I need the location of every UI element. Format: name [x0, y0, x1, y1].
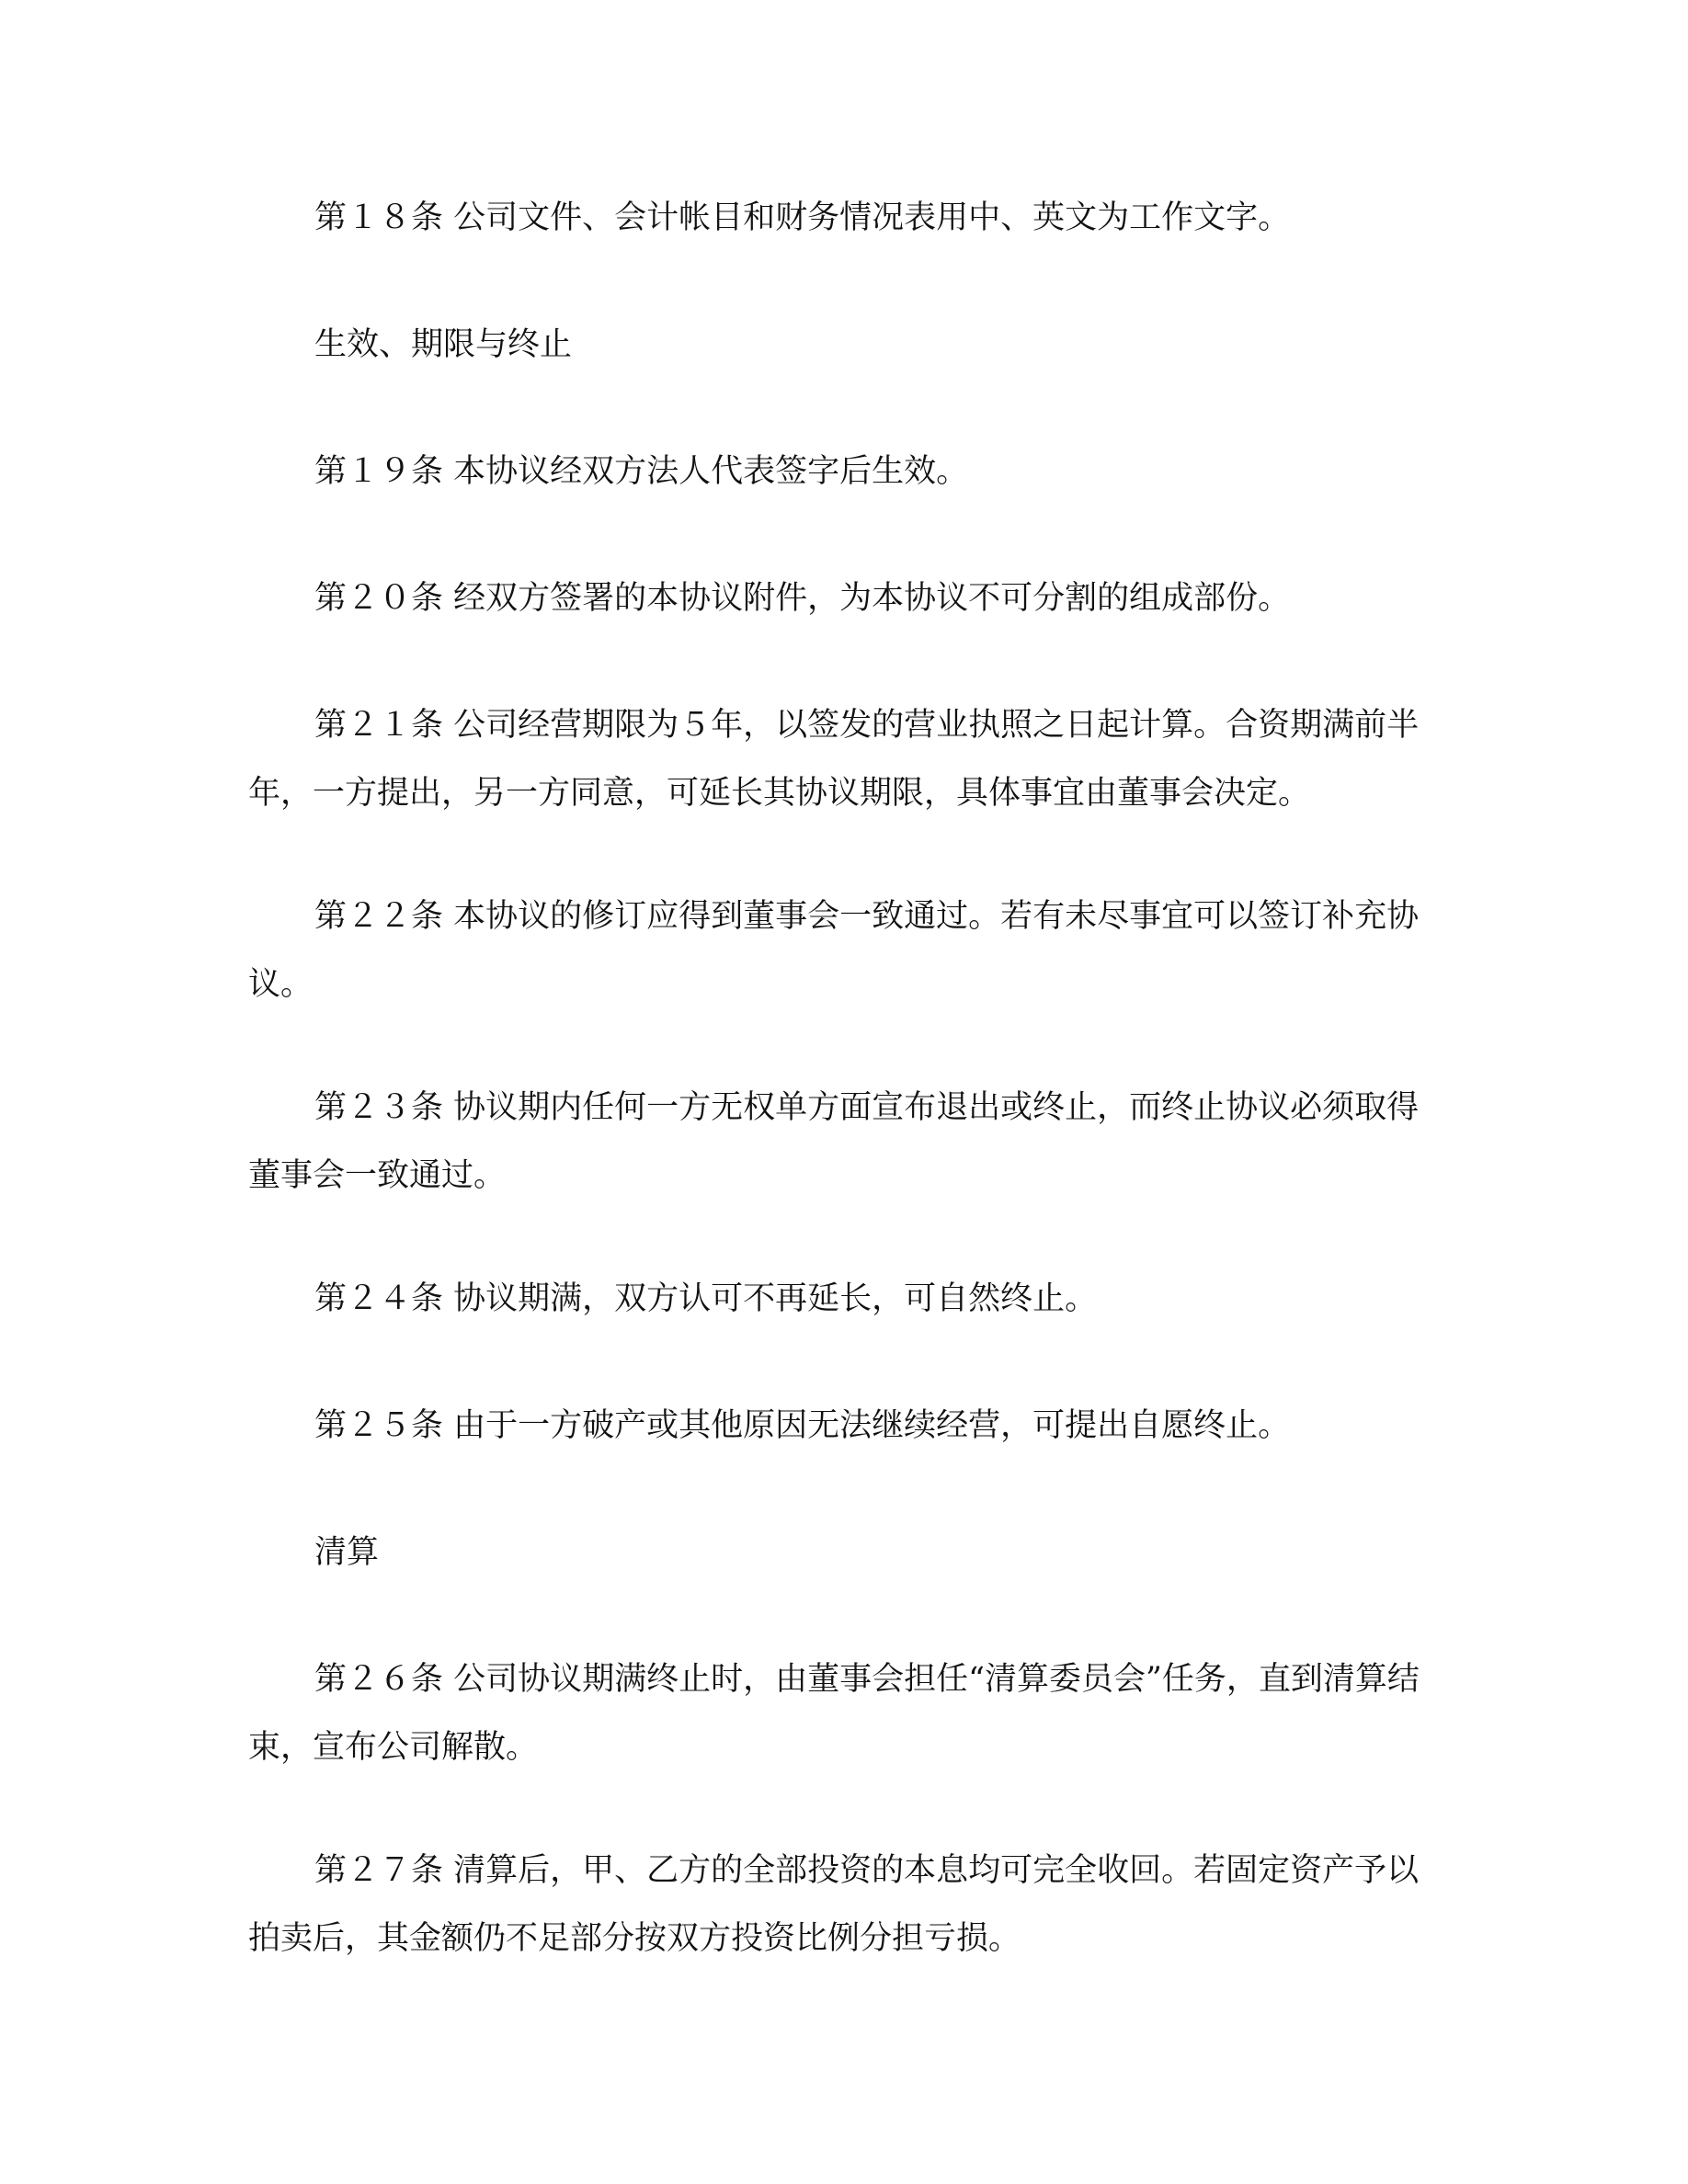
section-heading-effect-term-termination: 生效、期限与终止 [314, 326, 573, 363]
article-27: 第２７条 清算后，甲、乙方的全部投资的本息均可完全收回。若固定资产予以拍卖后，其金额仍不足部分按双方投资比例分担亏损。 [248, 1852, 1420, 1957]
article-26: 第２６条 公司协议期满终止时，由董事会担任“清算委员会”任务，直到清算结束，宣布公司解散。 [248, 1661, 1420, 1766]
article-23: 第２３条 协议期内任何一方无权单方面宣布退出或终止，而终止协议必须取得董事会一致通过。 [248, 1089, 1420, 1194]
article-19: 第１９条 本协议经双方法人代表签字后生效。 [314, 453, 969, 490]
article-18: 第１８条 公司文件、会计帐目和财务情况表用中、英文为工作文字。 [314, 199, 1291, 236]
article-24: 第２４条 协议期满，双方认可不再延长，可自然终止。 [314, 1280, 1098, 1317]
article-20: 第２０条 经双方签署的本协议附件，为本协议不可分割的组成部份。 [314, 580, 1291, 617]
article-22: 第２２条 本协议的修订应得到董事会一致通过。若有未尽事宜可以签订补充协议。 [248, 898, 1420, 1003]
article-25: 第２５条 由于一方破产或其他原因无法继续经营，可提出自愿终止。 [314, 1407, 1291, 1444]
article-21: 第２１条 公司经营期限为５年，以签发的营业执照之日起计算。合资期满前半年，一方提出，另一方同意，可延长其协议期限，具体事宜由董事会决定。 [248, 707, 1420, 812]
section-heading-liquidation: 清算 [314, 1534, 380, 1571]
